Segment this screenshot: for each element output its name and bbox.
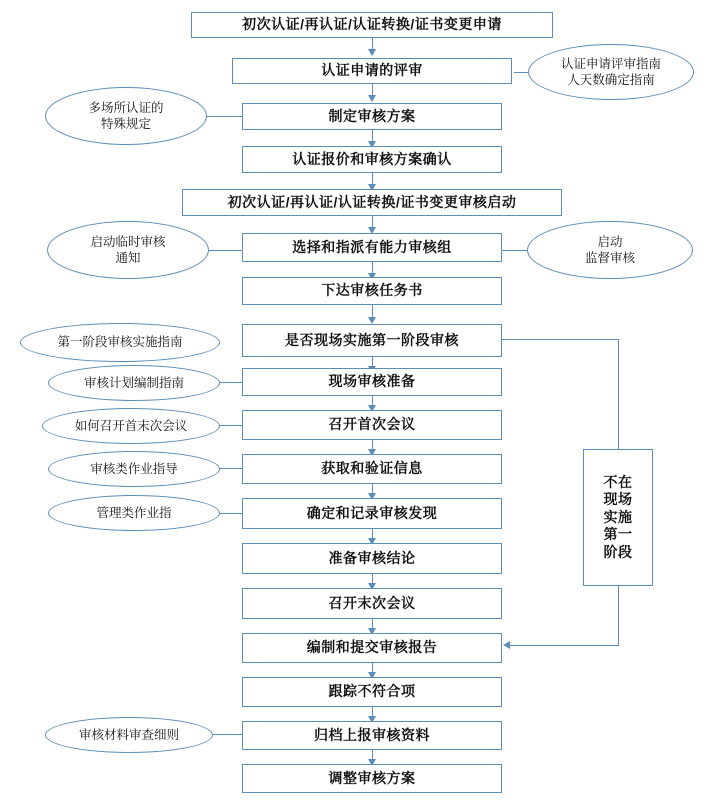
process-label: 制定审核方案 bbox=[328, 107, 416, 124]
process-box-collect-verify-info[interactable] bbox=[242, 454, 502, 484]
connector-arrow bbox=[368, 317, 376, 324]
note-line-1: 审核材料审查细则 bbox=[78, 727, 179, 742]
note-connector bbox=[502, 250, 528, 251]
process-label: 召开末次会议 bbox=[328, 594, 416, 611]
note-ellipse-meetings-guide[interactable] bbox=[42, 408, 220, 444]
process-box-prepare-conclusion[interactable] bbox=[242, 543, 502, 574]
note-line-1: 启动 bbox=[597, 234, 623, 249]
branch-line-down bbox=[618, 339, 619, 449]
decision-box-stage-one-onsite[interactable] bbox=[242, 324, 502, 357]
branch-box-no-onsite-stage-one[interactable] bbox=[583, 449, 653, 586]
branch-line-2: 现场 bbox=[603, 491, 633, 508]
note-ellipse-audit-plan-guide[interactable] bbox=[48, 365, 220, 401]
process-box-archive-materials[interactable] bbox=[242, 721, 502, 750]
process-label: 确定和记录审核发现 bbox=[306, 504, 438, 521]
note-line-1: 管理类作业指 bbox=[96, 505, 172, 520]
process-label: 准备审核结论 bbox=[328, 549, 416, 566]
process-box-opening-meeting[interactable] bbox=[242, 410, 502, 440]
note-ellipse-stage-one-guide[interactable] bbox=[20, 323, 220, 362]
note-line-2: 特殊规定 bbox=[100, 117, 151, 131]
note-ellipse-management-work-instruction[interactable] bbox=[48, 495, 220, 531]
process-box-quote-confirm[interactable] bbox=[242, 146, 502, 173]
note-ellipse-start-surveillance-audit[interactable] bbox=[527, 221, 693, 279]
note-line-1: 审核计划编制指南 bbox=[83, 375, 184, 390]
process-box-task-order[interactable] bbox=[242, 277, 502, 305]
process-box-assign-team[interactable] bbox=[242, 233, 502, 262]
note-connector bbox=[212, 734, 243, 735]
process-label: 调整审核方案 bbox=[328, 769, 416, 786]
process-label: 初次认证/再认证/认证转换/证书变更申请 bbox=[242, 16, 502, 33]
note-connector bbox=[205, 116, 243, 117]
note-line-1: 启动临时审核 bbox=[90, 234, 166, 249]
note-line-1: 如何召开首末次会议 bbox=[74, 418, 188, 433]
note-connector bbox=[208, 250, 243, 251]
process-label: 是否现场实施第一阶段审核 bbox=[285, 331, 459, 348]
process-label: 认证申请的评审 bbox=[321, 62, 423, 79]
note-connector bbox=[218, 513, 243, 514]
note-ellipse-audit-work-instruction[interactable] bbox=[48, 451, 220, 487]
process-label: 获取和验证信息 bbox=[321, 460, 423, 477]
note-ellipse-material-review-rules[interactable] bbox=[45, 717, 213, 753]
branch-line-3: 实施 bbox=[603, 508, 633, 525]
process-box-adjust-plan[interactable] bbox=[242, 764, 502, 793]
connector-arrow bbox=[368, 49, 376, 56]
process-box-audit-start[interactable] bbox=[182, 189, 562, 216]
process-box-application[interactable] bbox=[191, 12, 553, 38]
note-connector bbox=[218, 468, 243, 469]
note-line-1: 认证申请评审指南 bbox=[560, 56, 661, 71]
process-box-submit-report[interactable] bbox=[242, 633, 502, 663]
note-line-2: 通知 bbox=[115, 251, 141, 265]
process-label: 跟踪不符合项 bbox=[328, 683, 416, 700]
branch-line-1: 不在 bbox=[603, 473, 633, 490]
note-ellipse-application-review-guide[interactable] bbox=[528, 44, 694, 100]
note-line-1: 审核类作业指导 bbox=[90, 461, 178, 476]
branch-line-return bbox=[510, 645, 619, 646]
process-box-track-nonconformity[interactable] bbox=[242, 677, 502, 707]
process-label: 选择和指派有能力审核组 bbox=[292, 238, 452, 255]
note-line-1: 多场所认证的 bbox=[88, 100, 164, 115]
process-label: 现场审核准备 bbox=[328, 373, 416, 390]
branch-return-arrow bbox=[503, 641, 510, 649]
note-ellipse-temporary-audit-notice[interactable] bbox=[47, 221, 209, 279]
note-line-2: 监督审核 bbox=[584, 251, 635, 265]
note-ellipse-multisite-rules[interactable] bbox=[45, 87, 207, 145]
process-box-record-findings[interactable] bbox=[242, 498, 502, 529]
process-box-audit-plan[interactable] bbox=[242, 103, 502, 130]
process-box-closing-meeting[interactable] bbox=[242, 588, 502, 619]
branch-line-4: 第一 bbox=[603, 526, 633, 543]
process-label: 编制和提交审核报告 bbox=[306, 639, 438, 656]
process-label: 初次认证/再认证/认证转换/证书变更审核启动 bbox=[227, 193, 517, 210]
note-connector bbox=[218, 382, 243, 383]
branch-line-5: 阶段 bbox=[603, 543, 633, 560]
process-label: 归档上报审核资料 bbox=[314, 726, 430, 743]
process-label: 认证报价和审核方案确认 bbox=[292, 150, 452, 167]
process-label: 召开首次会议 bbox=[328, 416, 416, 433]
process-box-application-review[interactable] bbox=[232, 58, 512, 84]
note-line-2: 人天数确定指南 bbox=[567, 73, 655, 87]
process-box-onsite-preparation[interactable] bbox=[242, 368, 502, 396]
note-line-1: 第一阶段审核实施指南 bbox=[57, 335, 183, 350]
branch-line-top bbox=[501, 339, 619, 340]
branch-line-down2 bbox=[618, 586, 619, 646]
process-label: 下达审核任务书 bbox=[321, 282, 423, 299]
note-connector bbox=[218, 425, 243, 426]
connector-arrow bbox=[368, 95, 376, 102]
